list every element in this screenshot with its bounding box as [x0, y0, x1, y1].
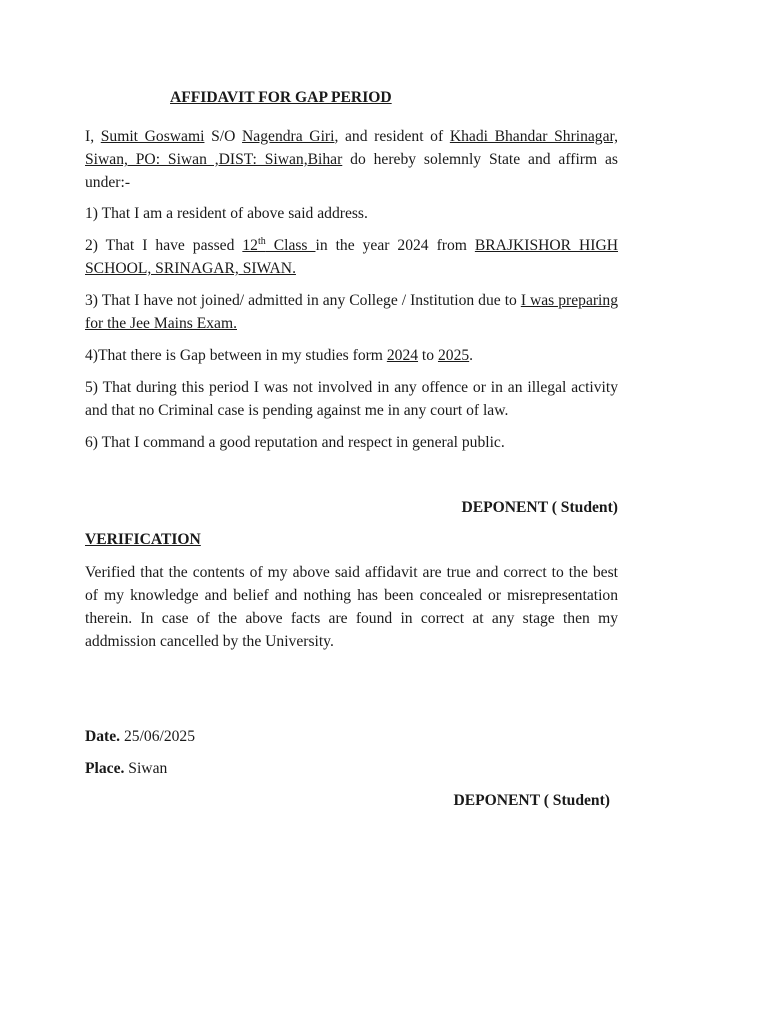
point-4: [85, 344, 618, 367]
father-name: Nagendra Giri: [242, 128, 335, 145]
place-value: Siwan: [124, 760, 168, 777]
gap-to-year: 2025: [437, 347, 470, 364]
school-name: BRAJKISHOR HIGH SCHOOL, SRINAGAR, SIWAN.: [85, 237, 619, 277]
class-passed: [242, 237, 315, 254]
verification-heading: VERIFICATION: [85, 531, 201, 548]
class-number: 12: [242, 237, 258, 254]
point-3: [85, 289, 618, 335]
resident-address: Khadi Bhandar Shrinagar, Siwan, PO: Siwan ,DIST: Siwan,Bihar: [85, 128, 618, 168]
point-4-text-1: 4)That there is Gap between in my studies form: [85, 347, 387, 364]
intro-text-3: , and resident of: [334, 128, 450, 145]
place-label: Place.: [85, 760, 125, 777]
intro-text-4: do hereby solemnly State and affirm as under:-: [85, 151, 618, 191]
intro-text-2: S/O: [204, 128, 243, 145]
point-1: 1) That I am a resident of above said address.: [85, 205, 368, 222]
document-title: AFFIDAVIT FOR GAP PERIOD: [170, 89, 392, 106]
point-5: 5) That during this period I was not involved in any offence or in an illegal activity and that no Criminal case is pending against me in any court of law.: [85, 379, 618, 419]
class-word: Class: [265, 237, 316, 254]
deponent-name: Sumit Goswami: [100, 128, 205, 145]
point-6: 6) That I command a good reputation and respect in general public.: [85, 434, 505, 451]
date-line: [85, 725, 195, 748]
place-line: [85, 757, 167, 780]
date-label: Date.: [85, 728, 121, 745]
deponent-signature-2: DEPONENT ( Student): [453, 792, 610, 809]
class-suffix: th: [257, 236, 266, 247]
deponent-signature-1: DEPONENT ( Student): [461, 499, 618, 516]
point-4-text-2: to: [418, 347, 438, 364]
gap-from-year: 2024: [386, 347, 419, 364]
intro-text-1: I,: [85, 128, 101, 145]
gap-reason: I was preparing for the Jee Mains Exam.: [85, 292, 618, 332]
point-3-text-1: 3) That I have not joined/ admitted in any College / Institution due to: [85, 292, 521, 309]
date-value: 25/06/2025: [120, 728, 196, 745]
intro-paragraph: [85, 125, 618, 194]
point-4-text-3: .: [469, 347, 474, 364]
point-2: [85, 234, 618, 280]
point-2-text-1: 2) That I have passed: [85, 237, 243, 254]
verification-text: Verified that the contents of my above said affidavit are true and correct to the best of my knowledge and belief and nothing has been concealed or misrepresentation therein. In case of the above facts are found in correct at any stage then my addmission cancelled by the University.: [85, 564, 618, 650]
point-2-text-2: in the year 2024 from: [315, 237, 475, 254]
